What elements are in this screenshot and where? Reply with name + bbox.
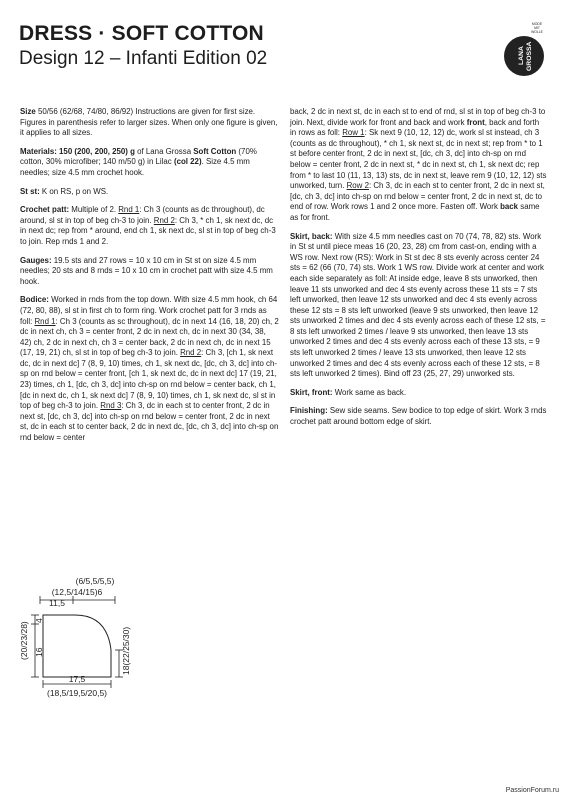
crochet-paragraph — [20, 205, 279, 247]
stst-label: St st: — [20, 186, 40, 196]
crochet-label: Crochet patt: — [20, 205, 70, 215]
crochet-rnd2: Rnd 2 — [153, 215, 175, 225]
crochet-text-c: : Ch 3, * ch 1, sk next dc, dc in next dc; rep from * around, end ch 1, sk next dc, sl st in top of beg ch-3 to join. Rep rnds 1 and 2. — [20, 215, 276, 246]
bodice-rnd2: Rnd 2 — [180, 348, 202, 358]
gauges-paragraph — [20, 256, 279, 288]
logo-word: LANA GROSSA — [518, 41, 533, 71]
stst-text: K on RS, p on WS. — [39, 186, 109, 196]
crochet-text-b: : Ch 3 (counts as dc throughout), dc around, sl st in top of beg ch-3 to join. — [20, 205, 265, 225]
gauges-label: Gauges: — [20, 255, 52, 265]
crochet-text-a: Multiple of 2. — [69, 205, 119, 215]
schematic-bottom-width: 17,5 — [68, 674, 86, 684]
bodice-rnd1: Rnd 1 — [34, 316, 56, 326]
size-label: Size — [20, 107, 36, 116]
watermark-footer: PassionForum.ru — [505, 787, 559, 794]
logo-tag: MODE MIT WOLLE — [531, 22, 543, 34]
cont-back: back — [500, 202, 519, 212]
materials-text: (70% cotton, 30% microfiber; 140 m/50 g) in Lilac — [20, 146, 257, 167]
bodice-paragraph — [20, 295, 279, 443]
skirt-front-text: Work same as back. — [332, 387, 407, 397]
materials-end: . Size 4.5 mm needles; size 4.5 mm crochet hook. — [20, 157, 250, 177]
right-column — [290, 107, 547, 436]
cont-text-a: back, 2 dc in next st, dc in each st to end of rnd, sl st in top of beg ch-3 to join. Next, divide work for front and back and work — [290, 107, 546, 127]
schematic-left-vert2: 16 — [34, 647, 44, 657]
page-title: DRESS · SOFT COTTON — [19, 22, 264, 45]
schematic-top-line: (12,5/14/15)6 — [51, 587, 103, 597]
bodice-text-a: Worked in rnds from the top down. With size 4.5 mm hook, ch 64 (72, 80, 88), sl st in first ch to form ring. Work crochet patt for 3 rnds as foll: — [20, 295, 278, 326]
lana-grossa-logo — [500, 22, 548, 82]
cont-text-c: : Sk next 9 (10, 12, 12) dc, work sl st instead, ch 3 (counts as dc throughout), * ch 1, sk next st, dc in next st; rep from * to 1 st before center front, 2 dc in next st, [dc, ch 3, dc] into ch-sp on rnd below = center front, 2 dc in next st, * dc in next st, ch 1, sk next dc; rep from * to last 10 (11, 13, 13) sts, dc in next st, leave rem 9 (10, 12, 12) sts unworked, turn. — [290, 128, 547, 191]
materials-paragraph — [20, 147, 279, 179]
cont-row1: Row 1 — [342, 128, 365, 138]
schematic-left-vert: (20/23/28) — [19, 621, 29, 660]
materials-amount: 150 (200, 200, 250) g — [56, 146, 135, 156]
schematic-small-vert: 4 — [34, 618, 44, 623]
materials-of: of Lana Grossa — [134, 146, 194, 156]
materials-yarn: Soft Cotton — [193, 146, 237, 156]
finishing-text: Sew side seams. Sew bodice to top edge of skirt. Work 3 rnds crochet patt around bottom edge of skirt. — [290, 406, 547, 427]
bodice-text-c: : Ch 3, [ch 1, sk next dc, dc in next dc] 7 (8, 9, 10) times, ch 1, sk next dc, [dc, ch 3, dc] into ch-sp on rnd below = center front, [ch 1, sk next dc, dc in next dc] 17 (19, 21, 23) times, ch 1, [dc, ch 3, dc] into ch-sp on rnd below = center back, ch 1, [dc in next dc, ch 1, sk next dc] 7 (8, 9, 10) times, ch 1, sk next dc, sl st in top of beg ch-3 to join. — [20, 348, 278, 411]
skirt-schematic — [15, 575, 155, 700]
skirt-back-paragraph — [290, 232, 547, 380]
continuation-paragraph — [290, 107, 547, 224]
size-text: 50/56 (62/68, 74/80, 86/92) Instructions are given for first size. Figures in parenthesis refer to larger sizes. When only one figure is given, it applies to all sizes. — [20, 107, 278, 138]
bodice-text-b: : Ch 3 (counts as sc throughout), dc in next 14 (16, 18, 20) ch, 2 dc in next ch, ch 3 = center front, 2 dc in next ch, dc in next 30 (34, 38, 42) ch, 2 dc in next ch, ch 3 = center back, 2 dc in next ch, dc in next 15 (17, 19, 21) ch, sl st in top of beg ch-3 to join. — [20, 316, 279, 358]
cont-front: front — [466, 117, 485, 127]
bodice-text-d: : Ch 3, dc in each st to center front, 2 dc in next st, [dc, ch 3, dc] into ch-sp on rnd below = center front, 2 dc in next st, dc in each st to center back, 2 dc in next dc, [dc, ch 3, dc] into ch-sp on rnd below = center — [20, 401, 279, 443]
skirt-front-paragraph — [290, 388, 547, 399]
schematic-right-vert: 18(22/25/30) — [121, 626, 131, 675]
finishing-paragraph — [290, 406, 547, 427]
cont-text-b: , back and forth in rows as foll: — [290, 117, 540, 138]
finishing-label: Finishing: — [290, 406, 328, 416]
materials-label: Materials: — [20, 146, 57, 156]
cont-text-e: same as for front. — [290, 202, 540, 222]
schematic-top-width: 11,5 — [49, 598, 65, 608]
gauges-text: 19.5 sts and 27 rows = 10 x 10 cm in St st on size 4.5 mm needles; 20 sts and 8 rnds = 10 x 10 cm in crochet patt with size 4.5 mm hook. — [20, 255, 273, 286]
skirt-back-label: Skirt, back: — [290, 231, 333, 241]
bodice-rnd3: Rnd 3 — [100, 401, 122, 411]
size-paragraph — [20, 107, 279, 139]
left-column — [20, 107, 279, 452]
crochet-rnd1: Rnd 1 — [118, 205, 140, 215]
page-subtitle: Design 12 – Infanti Edition 02 — [19, 48, 268, 69]
skirt-panel-outline — [43, 615, 111, 677]
bodice-label: Bodice: — [20, 295, 49, 305]
skirt-front-label: Skirt, front: — [290, 387, 333, 397]
skirt-back-text: With size 4.5 mm needles cast on 70 (74, 78, 82) sts. Work in St st until piece meas 16 (20, 23, 28) cm from cast-on, ending with a WS row. Next row (RS): Work in St st dec 8 sts evenly across center 24 sts = 62 (66 (70, 74) sts. Work 1 WS row. Divide work at center and work each side separately as foll: At inside edge, leave 8 sts unworked, then leave 11 sts unworked and dec 4 sts evenly across these 11 sts = 7 sts left unworked, then leave 12 sts unworked and dec 4 sts evenly across these 12 sts = 8 sts left unworked (leave 9 sts unworked, then leave 12 sts unworked 2 times and dec 4 sts evenly across each of these 12 sts, = 8 sts left unworked 2 times / leave 9 sts unworked, then leave 13 sts unworked 2 times and dec 4 sts evenly across each of these 13 sts, = 9 sts left unworked 2 times / leave 13 sts unworked, then leave 12 sts unworked 2 times and dec 4 sts evenly across each of these 12 sts, = 8 sts left unworked 2 times). Bind off 23 (25, 27, 29) unworked sts. — [290, 231, 546, 379]
schematic-bottom-line: (18,5/19,5/20,5) — [46, 688, 108, 698]
cont-row2: Row 2 — [346, 181, 369, 191]
materials-color: (col 22) — [173, 157, 202, 167]
schematic-top-small: (6/5,5/5,5) — [75, 576, 115, 586]
cont-text-d: : Ch 3, dc in each st to center front, 2 dc in next st, [dc, ch 3, dc] into ch-sp on rnd below = center front, 2 dc in next st, dc to end of row. Work rows 1 and 2 once more. Fasten off. Work — [290, 181, 545, 212]
stst-paragraph — [20, 187, 279, 198]
